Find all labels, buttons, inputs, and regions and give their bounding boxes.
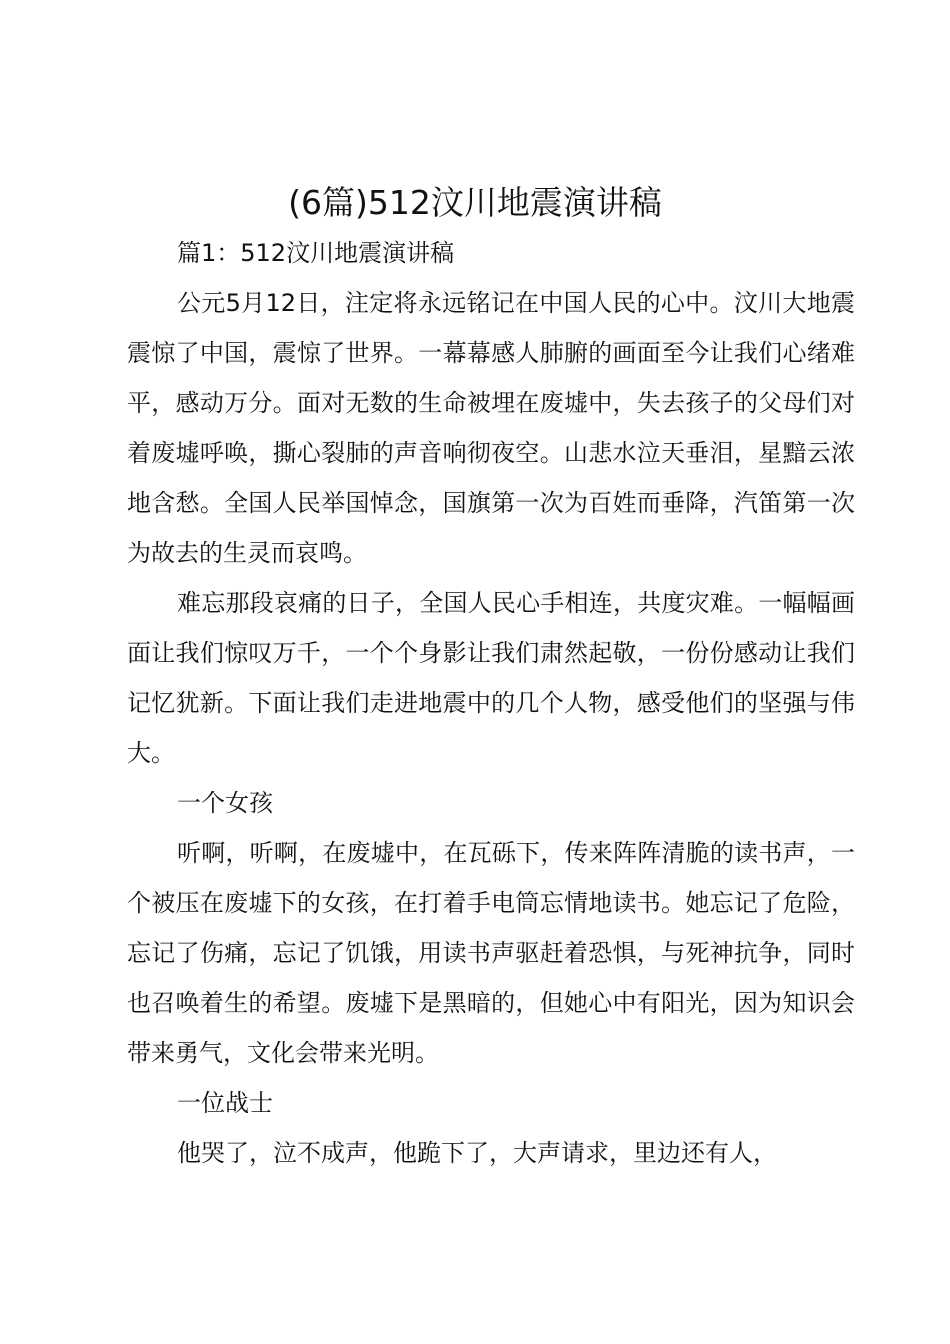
paragraph-girl: 听啊，听啊，在废墟中，在瓦砾下，传来阵阵清脆的读书声，一个被压在废墟下的女孩，在打着手电筒忘情地读书。她忘记了危险，忘记了伤痛，忘记了饥饿，用读书声驱赶着恐惧，与死神抗争，同时也召唤着生的希望。废墟下是黑暗的，但她心中有阳光，因为知识会带来勇气，文化会带来光明。: [127, 839, 855, 1067]
document-title: (6篇)512汶川地震演讲稿: [288, 183, 662, 222]
section-heading-soldier: 一位战士: [177, 1089, 273, 1117]
document-body: [127, 228, 855, 1178]
paragraph-intro: 公元5月12日，注定将永远铭记在中国人民的心中。汶川大地震震惊了中国，震惊了世界。一幕幕感人肺腑的画面至今让我们心绪难平，感动万分。面对无数的生命被埋在废墟中，失去孩子的父母们对着废墟呼唤，撕心裂肺的声音响彻夜空。山悲水泣天垂泪，星黯云浓地含愁。全国人民举国悼念，国旗第一次为百姓而垂降，汽笛第一次为故去的生灵而哀鸣。: [127, 289, 855, 567]
section-heading-girl: 一个女孩: [177, 789, 273, 817]
paragraph-memory: 难忘那段哀痛的日子，全国人民心手相连，共度灾难。一幅幅画面让我们惊叹万千，一个个身影让我们肃然起敬，一份份感动让我们记忆犹新。下面让我们走进地震中的几个人物，感受他们的坚强与伟大。: [127, 589, 855, 767]
article-heading: 篇1：512汶川地震演讲稿: [177, 239, 455, 267]
paragraph-soldier: 他哭了，泣不成声，他跪下了，大声请求，里边还有人，: [177, 1139, 777, 1167]
